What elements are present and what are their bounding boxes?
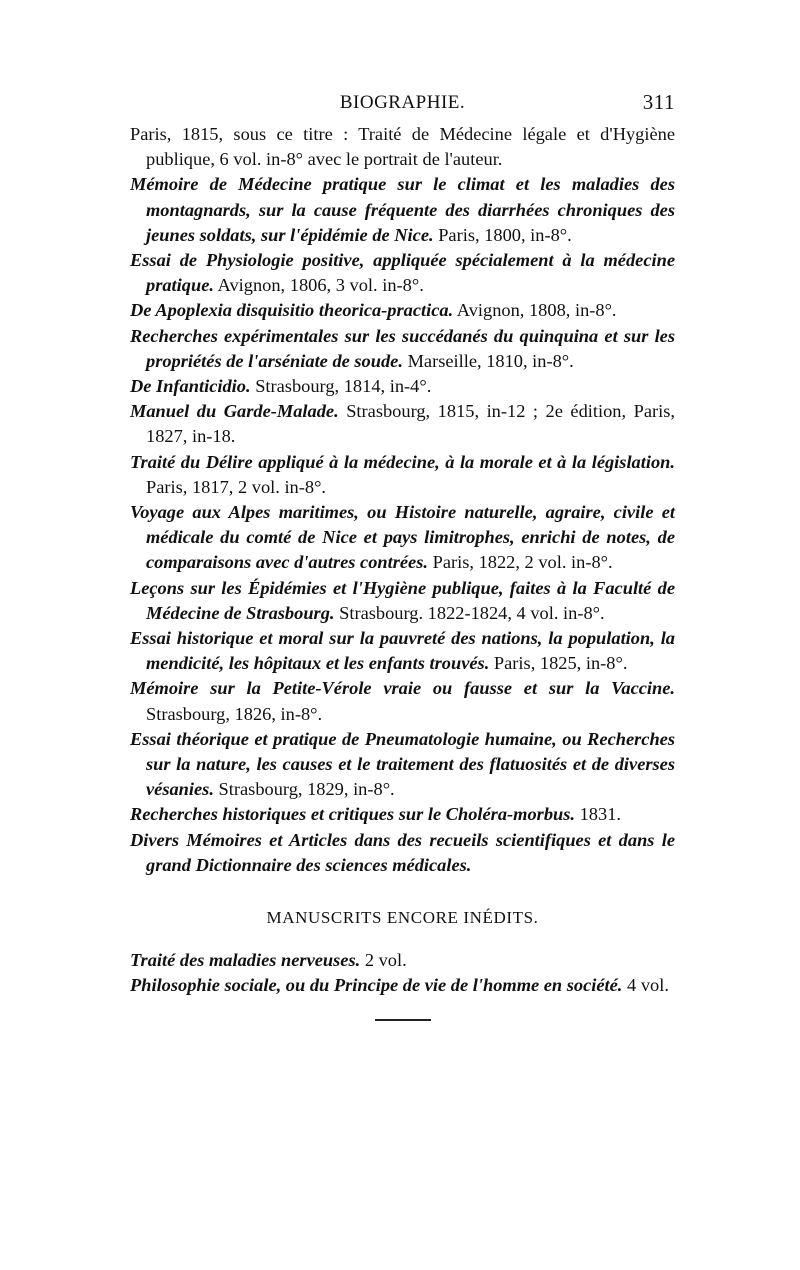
bibliography-entry — [130, 324, 675, 374]
bibliography-entry — [130, 122, 675, 172]
entry-details: Paris, 1817, 2 vol. in-8°. — [146, 476, 327, 497]
entry-title: De Infanticidio. — [130, 376, 251, 397]
entry-title: Traité des maladies nerveuses. — [130, 950, 361, 971]
manuscript-entry — [130, 973, 675, 998]
entry-details: 4 vol. — [627, 975, 669, 996]
entry-details: Strasbourg, 1829, in-8°. — [218, 779, 395, 800]
entry-details: Strasbourg, 1815, in-12 ; 2e édition, Paris, 1827, in-18. — [146, 401, 675, 447]
entry-title: Mémoire de Médecine pratique sur le climat et les maladies des montagnards, sur la cause fréquente des diarrhées chroniques des jeunes soldats, sur l'épidémie de Nice. — [130, 174, 675, 245]
entry-details: Paris, 1825, in-8°. — [493, 653, 628, 674]
bibliography-entry — [130, 248, 675, 298]
bibliography-entry — [130, 399, 675, 449]
bibliography-entry — [130, 172, 675, 248]
manuscript-entry — [130, 948, 675, 973]
bibliography-entry — [130, 374, 675, 399]
entry-details: Paris, 1822, 2 vol. in-8°. — [432, 552, 613, 573]
entry-title: Traité du Délire appliqué à la médecine, à la morale et à la législation. — [130, 451, 675, 472]
bibliography-list — [130, 122, 675, 878]
entry-title: Voyage aux Alpes maritimes, ou Histoire naturelle, agraire, civile et médicale du comté de Nice et pays limitrophes, enrichi de notes, de comparaisons avec d'autres contrées. — [130, 502, 675, 573]
book-page — [130, 88, 675, 1021]
bibliography-entry — [130, 298, 675, 323]
entry-details: Marseille, 1810, in-8°. — [407, 350, 574, 371]
bibliography-entry — [130, 828, 675, 878]
bibliography-entry — [130, 450, 675, 500]
bibliography-entry — [130, 626, 675, 676]
bibliography-entry — [130, 802, 675, 827]
entry-details: Paris, 1800, in-8°. — [438, 224, 572, 245]
bibliography-entry — [130, 576, 675, 626]
entry-details: Strasbourg. 1822-1824, 4 vol. in-8°. — [339, 602, 605, 623]
manuscripts-heading: MANUSCRITS ENCORE INÉDITS. — [266, 908, 539, 928]
entry-details: 1831. — [579, 804, 621, 825]
entry-title: Essai de Physiologie positive, appliquée spécialement à la médecine pratique. — [130, 250, 675, 296]
running-title: BIOGRAPHIE. — [339, 92, 466, 113]
page-header — [130, 88, 675, 120]
entry-details: Strasbourg, 1826, in-8°. — [146, 703, 323, 724]
bibliography-entry — [130, 727, 675, 803]
manuscripts-list — [130, 948, 675, 998]
entry-details: 2 vol. — [364, 950, 407, 971]
entry-details: Avignon, 1808, in-8°. — [456, 300, 617, 321]
entry-title: Recherches expérimentales sur les succédanés du quinquina et sur les propriétés de l'arséniate de soude. — [130, 325, 675, 371]
entry-title: Leçons sur les Épidémies et l'Hygiène publique, faites à la Faculté de Médecine de Strasbourg. — [130, 577, 675, 623]
entry-title: Philosophie sociale, ou du Principe de vie de l'homme en société. — [130, 975, 623, 996]
closing-rule — [375, 1019, 431, 1021]
bibliography-entry — [130, 676, 675, 726]
entry-title: Manuel du Garde-Malade. — [130, 401, 339, 422]
entry-title: Recherches historiques et critiques sur le Choléra-morbus. — [130, 804, 575, 825]
bibliography-entry — [130, 500, 675, 576]
entry-title: Essai théorique et pratique de Pneumatologie humaine, ou Recherches sur la nature, les causes et le traitement des flatuosités et de diverses vésanies. — [130, 728, 675, 800]
page-number: 311 — [642, 90, 675, 114]
entry-title: Essai historique et moral sur la pauvreté des nations, la population, la mendicité, les hôpitaux et les enfants trouvés. — [130, 628, 675, 674]
entry-details: Strasbourg, 1814, in-4°. — [255, 376, 432, 397]
entry-title: Mémoire sur la Petite-Vérole vraie ou fausse et sur la Vaccine. — [130, 678, 675, 699]
entry-title: Divers Mémoires et Articles dans des recueils scientifiques et dans le grand Dictionnaire des sciences médicales. — [130, 829, 675, 875]
entry-title: De Apoplexia disquisitio theorica-practica. — [130, 300, 454, 321]
entry-details: Avignon, 1806, 3 vol. in-8°. — [217, 275, 424, 296]
entry-details: Paris, 1815, sous ce titre : Traité de Médecine légale et d'Hygiène publique, 6 vol. in-8° avec le portrait de l'auteur. — [130, 124, 675, 170]
